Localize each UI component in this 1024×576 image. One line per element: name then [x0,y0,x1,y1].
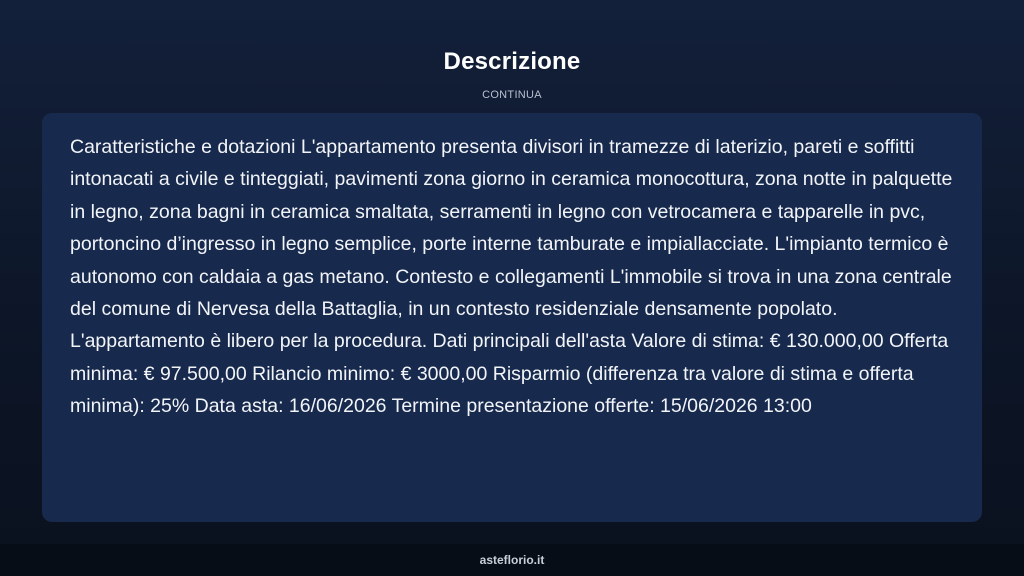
continue-label: CONTINUA [482,89,542,101]
footer-bar [0,544,1024,576]
site-name: asteflorio.it [479,553,545,567]
page-title: Descrizione [443,48,581,75]
description-card [42,113,982,522]
description-text: Caratteristiche e dotazioni L'appartamento presenta divisori in tramezze di laterizio, pareti e soffitti intonacati a civile e tinteggiati, pavimenti zona giorno in ceramica monocottura, zona notte in palquette in legno, zona bagni in ceramica smaltata, serramenti in legno con vetrocamera e tapparelle in pvc, portoncino d’ingresso in legno semplice, porte interne tamburate e impiallacciate. L'impianto termico è autonomo con caldaia a gas metano. Contesto e collegamenti L'immobile si trova in una zona centrale del comune di Nervesa della Battaglia, in un contesto residenziale densamente popolato. L'appartamento è libero per la procedura. Dati principali dell'asta Valore di stima: € 130.000,00 Offerta minima: € 97.500,00 Rilancio minimo: € 3000,00 Risparmio (differenza tra valore di stima e offerta minima): 25% Data asta: 16/06/2026 Termine presentazione offerte: 15/06/2026 13:00 [70,136,953,418]
